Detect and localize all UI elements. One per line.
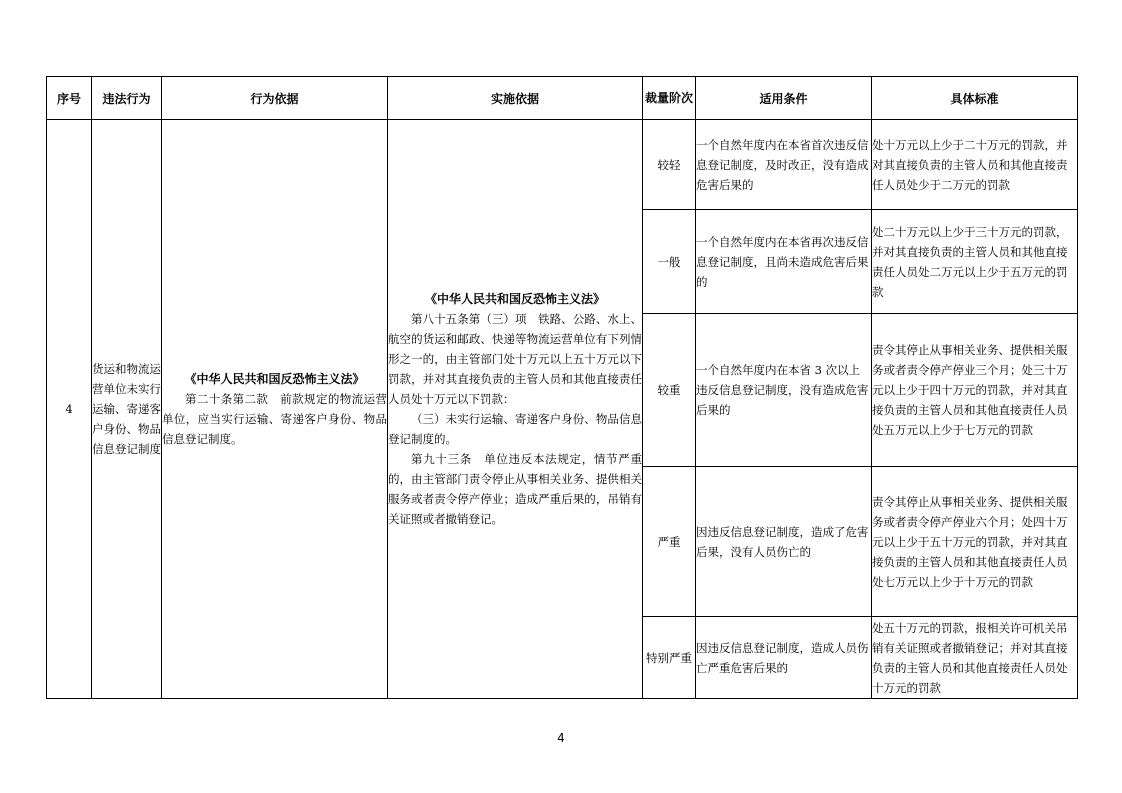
basis-law-title: 《中华人民共和国反恐怖主义法》 <box>184 372 365 386</box>
level-minor: 较轻 <box>643 120 696 210</box>
cell-violation: 货运和物流运营单位未实行运输、寄递客户身份、物品信息登记制度 <box>92 120 162 699</box>
table-row <box>47 120 1078 210</box>
standard-minor: 处十万元以上少于二十万元的罚款，并对其直接负责的主管人员和其他直接责任人员处少于二万元的罚款 <box>872 120 1078 210</box>
standard-general: 处二十万元以上少于三十万元的罚款，并对其直接负责的主管人员和其他直接责任人员处二万元以上少于五万元的罚款 <box>872 210 1078 314</box>
cell-seq: 4 <box>47 120 92 699</box>
standard-serious: 责令其停止从事相关业务、提供相关服务或者责令停产停业三个月；处三十万元以上少于四十万元的罚款，并对其直接负责的主管人员和其他直接责任人员处五万元以上少于七万元的罚款 <box>872 314 1078 467</box>
condition-general: 一个自然年度内在本省再次违反信息登记制度，且尚未造成危害后果的 <box>696 210 872 314</box>
impl-article-85: 第八十五条第（三）项 铁路、公路、水上、航空的货运和邮政、快递等物流运营单位有下列情形之一的，由主管部门处十万元以上五十万元以下罚款，并对其直接负责的主管人员和其他直接责任人员处十万元以下罚款： <box>388 312 642 406</box>
basis-article-text: 第二十条第二款 前款规定的物流运营单位，应当实行运输、寄递客户身份、物品信息登记制度。 <box>162 392 387 446</box>
impl-clause-3: （三）未实行运输、寄递客户身份、物品信息登记制度的。 <box>388 412 642 446</box>
header-seq: 序号 <box>47 77 92 120</box>
table-header-row <box>47 77 1078 120</box>
header-violation: 违法行为 <box>92 77 162 120</box>
condition-serious: 一个自然年度内在本省 3 次以上违反信息登记制度，没有造成危害后果的 <box>696 314 872 467</box>
level-especially-severe: 特别严重 <box>643 617 696 699</box>
cell-implementation-basis <box>388 120 643 699</box>
condition-especially-severe: 因违反信息登记制度，造成人员伤亡严重危害后果的 <box>696 617 872 699</box>
level-severe: 严重 <box>643 467 696 617</box>
header-applicable-condition: 适用条件 <box>696 77 872 120</box>
impl-article-93: 第九十三条 单位违反本法规定，情节严重的，由主管部门责令停止从事相关业务、提供相关服务或者责令停产停业；造成严重后果的，吊销有关证照或者撤销登记。 <box>388 452 642 526</box>
level-general: 一般 <box>643 210 696 314</box>
header-specific-standard: 具体标准 <box>872 77 1078 120</box>
penalty-standard-table <box>46 76 1078 699</box>
page-number: 4 <box>557 731 565 745</box>
header-implementation-basis: 实施依据 <box>388 77 643 120</box>
header-discretion-level: 裁量阶次 <box>643 77 696 120</box>
condition-minor: 一个自然年度内在本省首次违反信息登记制度，及时改正，没有造成危害后果的 <box>696 120 872 210</box>
standard-especially-severe: 处五十万元的罚款，报相关许可机关吊销有关证照或者撤销登记；并对其直接负责的主管人员和其他直接责任人员处十万元的罚款 <box>872 617 1078 699</box>
cell-behavior-basis <box>162 120 388 699</box>
header-behavior-basis: 行为依据 <box>162 77 388 120</box>
condition-severe: 因违反信息登记制度，造成了危害后果，没有人员伤亡的 <box>696 467 872 617</box>
standard-severe: 责令其停止从事相关业务、提供相关服务或者责令停产停业六个月；处四十万元以上少于五十万元的罚款，并对其直接负责的主管人员和其他直接责任人员处七万元以上少于十万元的罚款 <box>872 467 1078 617</box>
impl-law-title: 《中华人民共和国反恐怖主义法》 <box>424 292 605 306</box>
level-serious: 较重 <box>643 314 696 467</box>
